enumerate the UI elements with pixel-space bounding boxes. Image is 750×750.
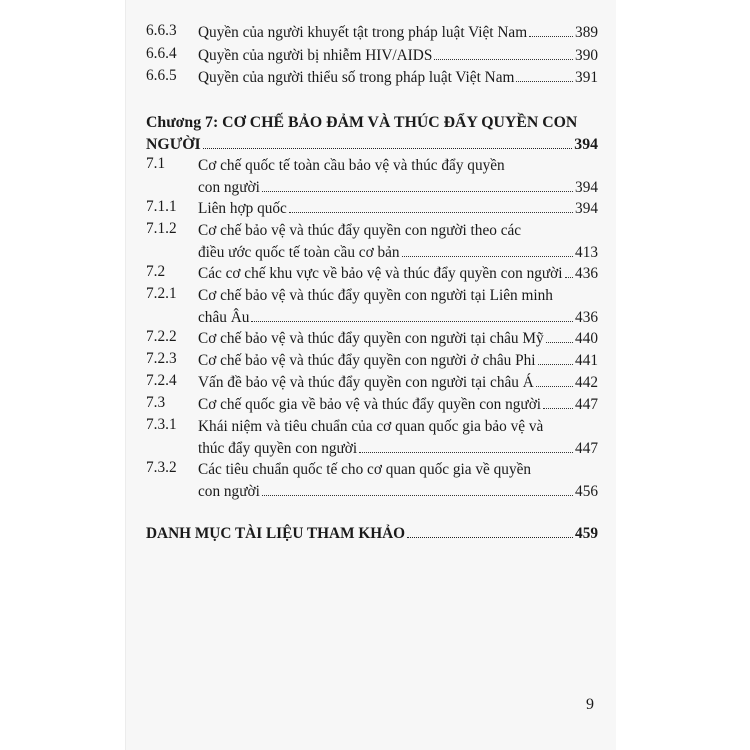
chapter-title-line1: Chương 7: CƠ CHẾ BẢO ĐẢM VÀ THÚC ĐẨY QUYỀN CON [146,114,578,131]
toc-title: Quyền của người khuyết tật trong pháp luật Việt Nam [198,24,528,41]
dot-leader [546,338,573,343]
toc-title: Các cơ chế khu vực về bảo vệ và thúc đẩy quyền con người [198,265,563,282]
dot-leader [529,32,573,37]
toc-page: 413 [575,244,598,261]
toc-page: 390 [575,47,598,64]
dot-leader [359,448,573,453]
dot-leader [543,404,573,409]
toc-number: 7.1 [146,155,166,172]
dot-leader [538,360,573,365]
toc-title: Cơ chế bảo vệ và thúc đẩy quyền con người ở châu Phi [198,352,536,369]
dot-leader [402,252,573,257]
toc-page: 394 [575,179,598,196]
dot-leader [251,317,573,322]
toc-number: 7.3.1 [146,416,177,433]
toc-title: Quyền của người thiểu số trong pháp luật Việt Nam [198,69,515,86]
toc-page: 447 [575,440,598,457]
toc-title: Quyền của người bị nhiễm HIV/AIDS [198,47,433,64]
toc-title: châu Âu [198,309,250,326]
book-page [126,0,616,750]
toc-page: 447 [575,396,598,413]
toc-entry-references [146,523,598,545]
toc-number: 7.1.1 [146,198,177,215]
dot-leader [536,382,573,387]
toc-page: 441 [575,352,598,369]
page-number: 9 [586,696,594,713]
toc-number: 6.6.4 [146,45,177,62]
toc-page: 440 [575,330,598,347]
toc-number: 7.2.4 [146,372,177,389]
toc-title: Vấn đề bảo vệ và thúc đẩy quyền con người tại châu Á [198,374,534,391]
toc-title: Cơ chế quốc gia về bảo vệ và thúc đẩy quyền con người [198,396,542,413]
toc-title-line1: Cơ chế bảo vệ và thúc đẩy quyền con người tại Liên minh [198,287,553,304]
toc-title: thúc đẩy quyền con người [198,440,358,457]
dot-leader [289,208,573,213]
toc-number: 7.1.2 [146,220,177,237]
toc-page: 442 [575,374,598,391]
dot-leader [516,77,573,82]
dot-leader [262,491,573,496]
toc-title: điều ước quốc tế toàn cầu cơ bản [198,244,400,261]
dot-leader [407,533,573,538]
toc-page: 436 [575,309,598,326]
toc-title: Cơ chế bảo vệ và thúc đẩy quyền con người tại châu Mỹ [198,330,544,347]
dot-leader [565,273,574,278]
toc-number: 7.2.2 [146,328,177,345]
toc-number: 7.2.1 [146,285,177,302]
references-page: 459 [575,525,598,542]
dot-leader [262,187,573,192]
toc-number: 7.2.3 [146,350,177,367]
toc-number: 6.6.5 [146,67,177,84]
toc-title-line1: Cơ chế bảo vệ và thúc đẩy quyền con người theo các [198,222,522,239]
chapter-page: 394 [574,136,598,153]
references-title: DANH MỤC TÀI LIỆU THAM KHẢO [146,525,406,542]
toc-title-line1: Các tiêu chuẩn quốc tế cho cơ quan quốc gia về quyền [198,461,532,478]
dot-leader [434,55,573,60]
toc-title-line1: Cơ chế quốc tế toàn cầu bảo vệ và thúc đẩy quyền [198,157,505,174]
toc-page: 436 [575,265,598,282]
toc-number: 7.3.2 [146,459,177,476]
toc-number: 6.6.3 [146,22,177,39]
toc-title: con người [198,483,260,500]
toc-title: Liên hợp quốc [198,200,287,217]
toc-page: 394 [575,200,598,217]
toc-title: con người [198,179,260,196]
toc-page: 389 [575,24,598,41]
toc-number: 7.3 [146,394,166,411]
toc-page: 456 [575,483,598,500]
toc-number: 7.2 [146,263,166,280]
chapter-title-line2: NGƯỜI [146,136,201,153]
toc-page: 391 [575,69,598,86]
chapter-7-heading [146,112,598,156]
dot-leader [203,144,573,149]
toc-title-line1: Khái niệm và tiêu chuẩn của cơ quan quốc gia bảo vệ và [198,418,544,435]
